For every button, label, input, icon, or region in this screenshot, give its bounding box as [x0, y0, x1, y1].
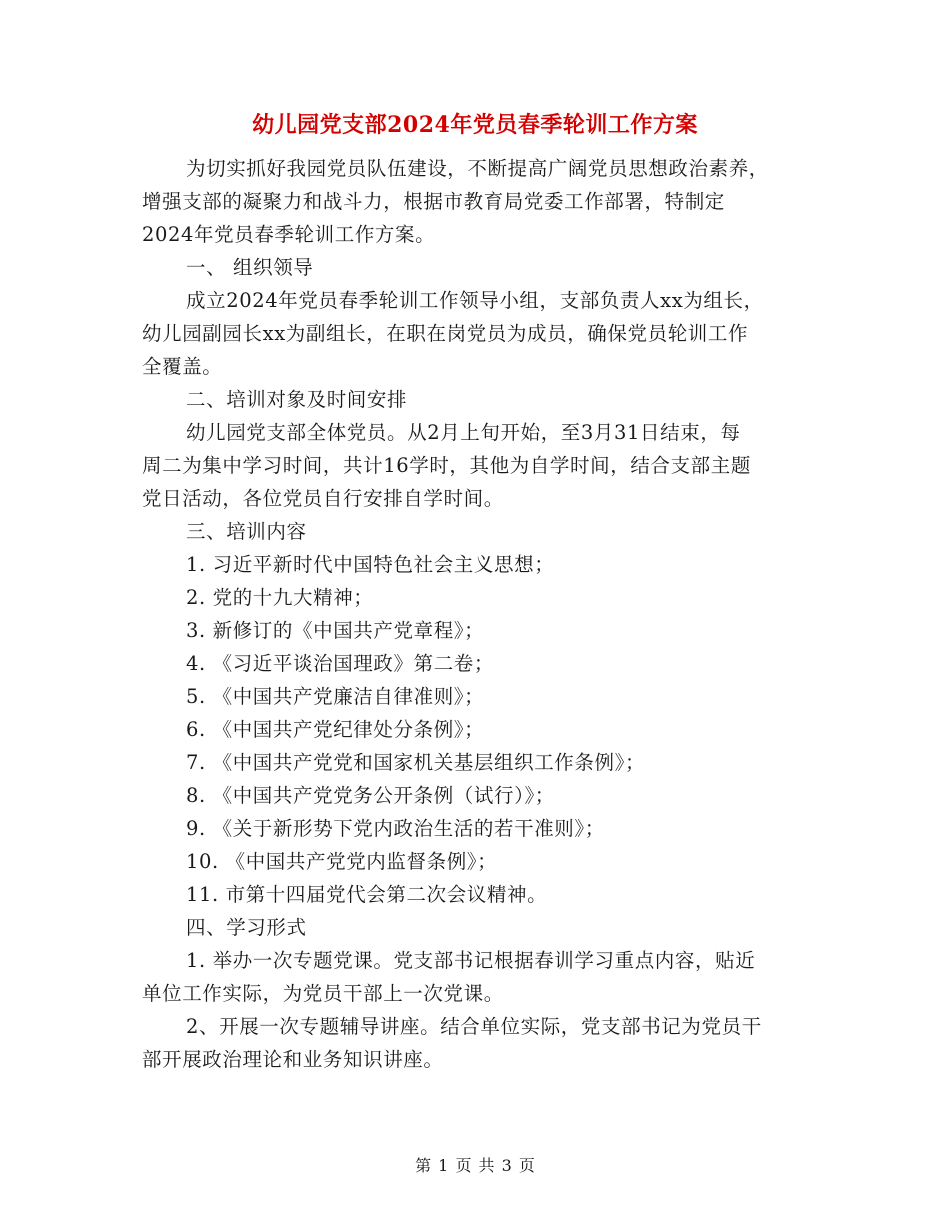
text-line: 四、学习形式	[186, 916, 307, 939]
text-line: 单位工作实际，为党员干部上一次党课。	[142, 982, 504, 1005]
text-line: 党日活动，各位党员自行安排自学时间。	[142, 487, 504, 510]
text-line: 2. 党的十九大精神；	[186, 586, 374, 609]
text-line: 部开展政治理论和业务知识讲座。	[142, 1048, 444, 1071]
text-line: 5. 《中国共产党廉洁自律准则》；	[186, 685, 485, 708]
text-line: 3. 新修订的《中国共产党章程》；	[186, 619, 485, 642]
text-line: 全覆盖。	[142, 355, 223, 378]
text-line: 4. 《习近平谈治国理政》第二卷；	[186, 652, 495, 675]
text-line: 6. 《中国共产党纪律处分条例》；	[186, 718, 485, 741]
text-line: 成立2024年党员春季轮训工作领导小组，支部负责人xx为组长，	[186, 289, 764, 312]
text-line: 9. 《关于新形势下党内政治生活的若干准则》；	[186, 817, 605, 840]
text-line: 幼儿园副园长xx为副组长，在职在岗党员为成员，确保党员轮训工作	[142, 322, 749, 345]
text-line: 三、培训内容	[186, 520, 307, 543]
text-line: 8. 《中国共产党党务公开条例（试行）》；	[186, 784, 555, 807]
text-line: 7. 《中国共产党党和国家机关基层组织工作条例》；	[186, 751, 646, 774]
text-line: 一、 组织领导	[186, 256, 314, 279]
text-line: 二、培训对象及时间安排	[186, 388, 408, 411]
text-line: 2、开展一次专题辅导讲座。结合单位实际，党支部书记为党员干	[186, 1015, 762, 1038]
document-body	[142, 152, 817, 1076]
text-line: 1. 习近平新时代中国特色社会主义思想；	[186, 553, 555, 576]
text-line: 增强支部的凝聚力和战斗力，根据市教育局党委工作部署，特制定	[142, 190, 725, 213]
text-line: 2024年党员春季轮训工作方案。	[142, 223, 436, 246]
text-line: 为切实抓好我园党员队伍建设，不断提高广阔党员思想政治素养，	[186, 157, 769, 180]
text-line: 11. 市第十四届党代会第二次会议精神。	[186, 883, 548, 906]
page-footer: 第 1 页 共 3 页	[415, 1156, 535, 1175]
document-title: 幼儿园党支部2024年党员春季轮训工作方案	[252, 112, 698, 138]
text-line: 幼儿园党支部全体党员。从2月上旬开始，至3月31日结束，每	[186, 421, 741, 444]
text-line: 1. 举办一次专题党课。党支部书记根据春训学习重点内容，贴近	[186, 949, 756, 972]
text-line: 10. 《中国共产党党内监督条例》；	[186, 850, 498, 873]
text-line: 周二为集中学习时间，共计16学时，其他为自学时间，结合支部主题	[142, 454, 751, 477]
